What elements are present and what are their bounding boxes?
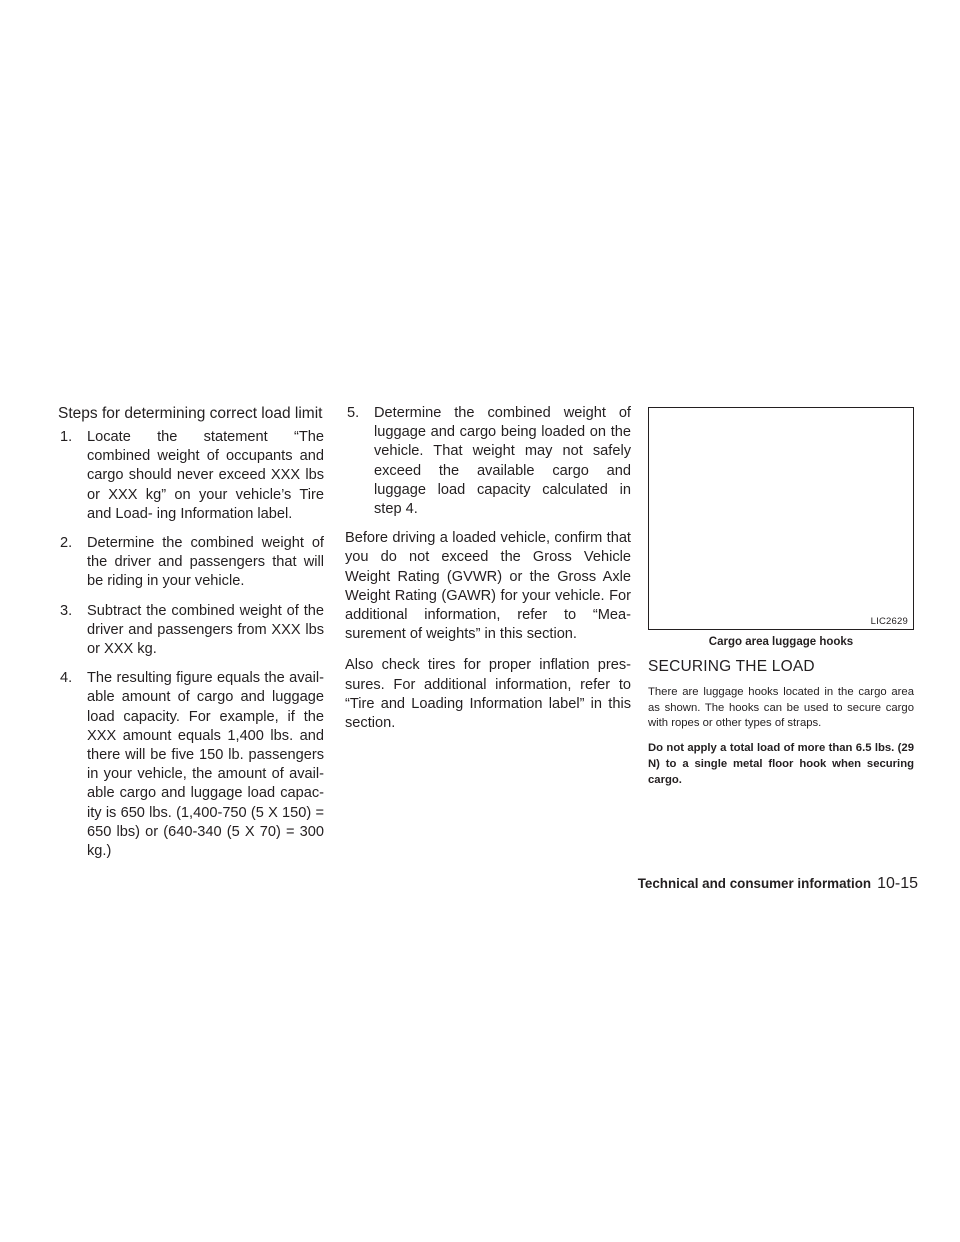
page-number: 10-15 bbox=[877, 875, 918, 892]
step-text: Subtract the combined weight of the driver and passengers from XXX lbs or XXX kg. bbox=[87, 602, 324, 658]
step-text: Determine the combined weight of luggage and cargo being loaded on the vehicle. That weight may not safely exceed the available cargo and luggage load capacity calculated in step 4. bbox=[374, 405, 631, 518]
step-item bbox=[58, 602, 324, 660]
tire-inflation-paragraph: Also check tires for proper inflation pres- sures. For additional information, refer to “Tire and Loading Information label” in this section. bbox=[345, 657, 631, 732]
step-item bbox=[345, 404, 631, 519]
step-item bbox=[58, 669, 324, 861]
step-number: 2. bbox=[60, 535, 73, 552]
weight-rating-paragraph: Before driving a loaded vehicle, confirm that you do not exceed the Gross Vehicle Weight Rating (GVWR) or the Gross Axle Weight Rating (GAWR) for your vehicle. For additional information, refer to “Mea- surement of weights” in this section. bbox=[345, 530, 631, 643]
step-text: The resulting figure equals the avail- able amount of cargo and luggage load capacity. For example, if the XXX amount equals 1,400 lbs. and there will be five 150 lb. passengers in your vehicle, the amount of avail- able cargo and luggage load capac- ity is 650 lbs. (1,400-750 (5 X 150) = 650 lbs) or (640-340 (5 X 70) = 300 kg.) bbox=[87, 670, 324, 860]
figure-code: LIC2629 bbox=[870, 616, 908, 627]
footer-section-name: Technical and consumer information bbox=[637, 876, 872, 891]
section-title: SECURING THE LOAD bbox=[648, 658, 815, 675]
page-footer bbox=[588, 875, 918, 893]
step-item bbox=[58, 534, 324, 592]
left-column bbox=[58, 404, 324, 871]
cargo-hooks-figure bbox=[648, 407, 914, 630]
figure-caption: Cargo area luggage hooks bbox=[708, 636, 854, 648]
step-item bbox=[58, 428, 324, 524]
subheading-load-limit-steps: Steps for determining correct load limit bbox=[58, 405, 323, 422]
step-text: Determine the combined weight of the driver and passengers that will be riding in your vehicle. bbox=[87, 535, 324, 590]
load-warning: Do not apply a total load of more than 6.5 lbs. (29 N) to a single metal floor hook when securing cargo. bbox=[648, 742, 914, 786]
step-number: 3. bbox=[60, 602, 73, 619]
step-number: 4. bbox=[60, 670, 73, 687]
right-column bbox=[648, 407, 914, 797]
middle-column bbox=[345, 404, 631, 745]
step-number: 1. bbox=[60, 429, 73, 445]
step-text: Locate the statement “The combined weight of occupants and cargo should never exceed XXX lbs or XXX kg” on your vehicle’s Tire and Load- ing Information label. bbox=[87, 429, 324, 522]
step-number: 5. bbox=[347, 405, 360, 421]
luggage-hooks-description: There are luggage hooks located in the cargo area as shown. The hooks can be used to secure cargo with ropes or other types of straps. bbox=[648, 686, 914, 730]
